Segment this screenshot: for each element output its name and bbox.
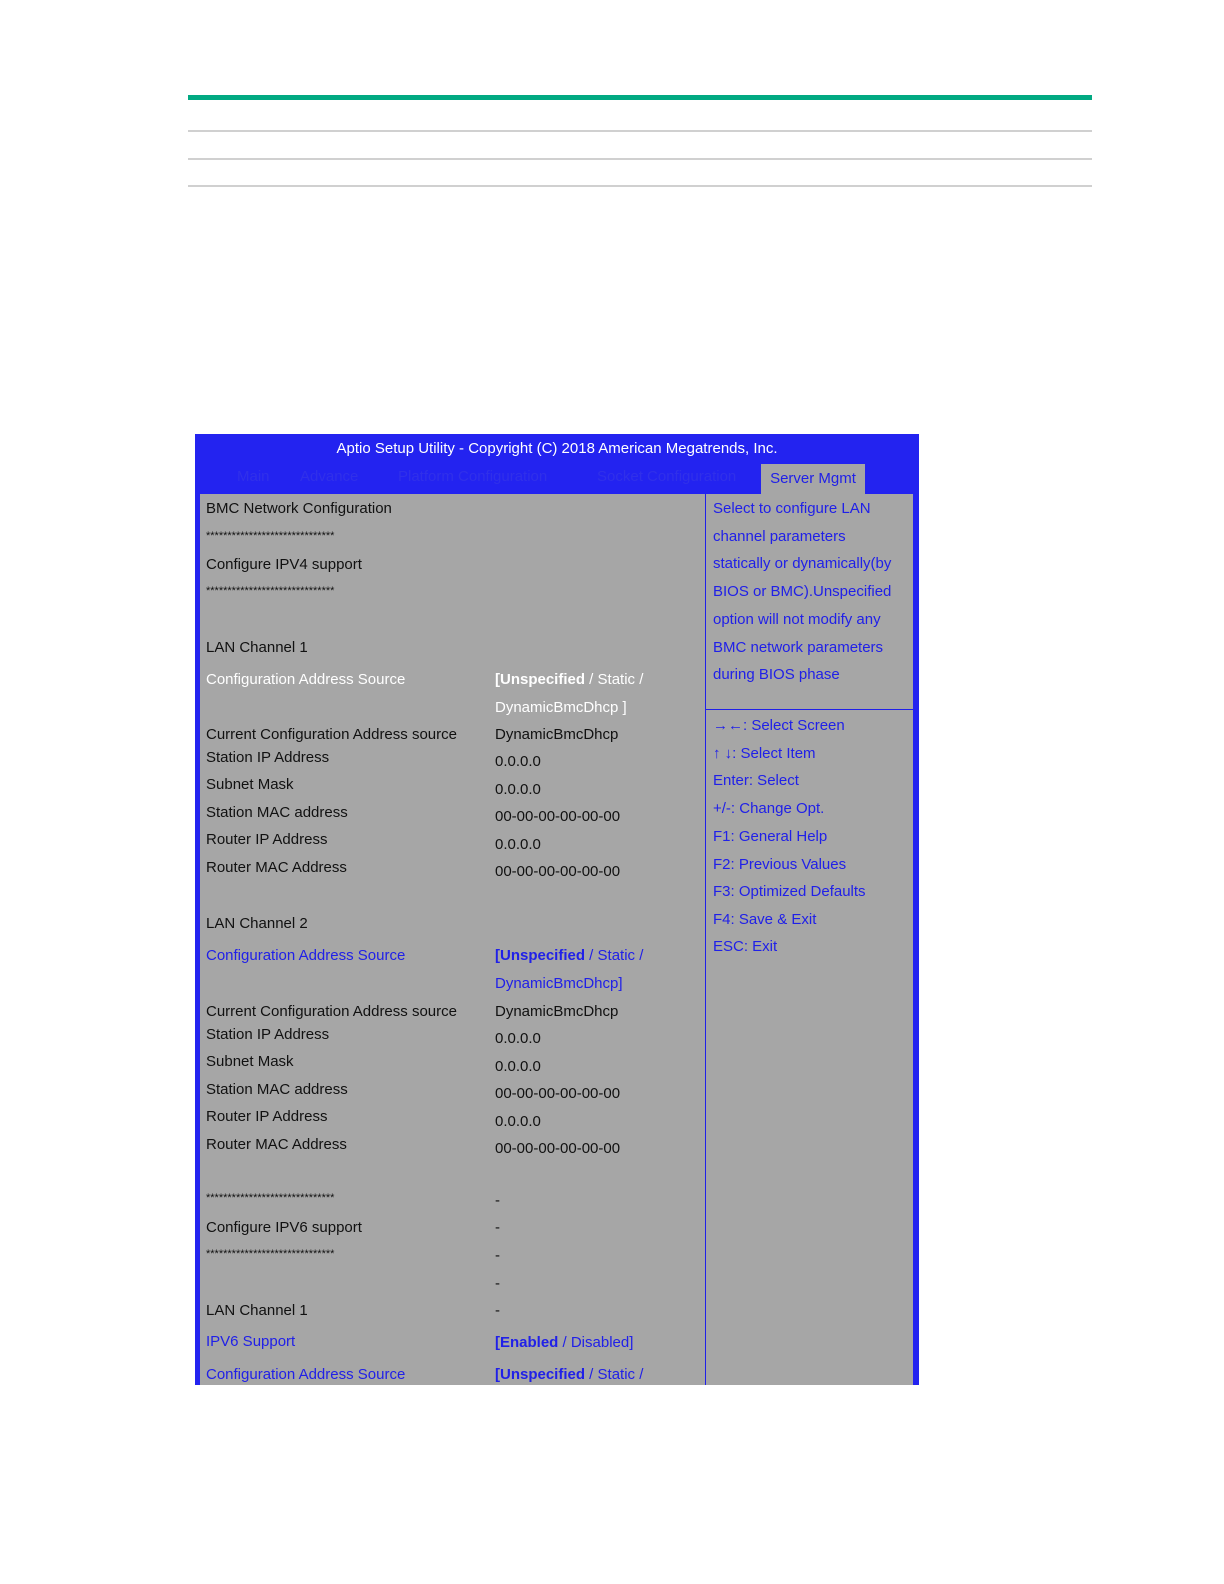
help-text-line: statically or dynamically(by [713, 555, 892, 572]
option-rest: / Static / [585, 671, 644, 688]
lan1-current-source-value: DynamicBmcDhcp [495, 726, 619, 743]
lan1-station-ip-value: 0.0.0.0 [495, 753, 541, 770]
key-hint-enter: Enter: Select [713, 772, 799, 789]
header-rule [188, 158, 1092, 160]
lan1-router-mac-value: 00-00-00-00-00-00 [495, 863, 621, 880]
lan1-station-mac-label: Station MAC address [206, 804, 348, 821]
lan1-station-ip-label: Station IP Address [206, 749, 330, 766]
ipv6-section-heading: Configure IPV6 support [206, 1219, 362, 1236]
selected-option: [Unspecified [495, 947, 586, 964]
header-rule [188, 130, 1092, 132]
lan1-router-ip-label: Router IP Address [206, 831, 328, 848]
lan1-router-mac-label: Router MAC Address [206, 859, 347, 876]
help-separator [706, 709, 913, 710]
help-text-line: Select to configure LAN [713, 500, 871, 517]
bios-setup-window [195, 434, 919, 1385]
lan2-station-ip-value: 0.0.0.0 [495, 1030, 541, 1047]
key-hint-select-item: ↑ ↓: Select Item [713, 745, 816, 762]
window-title: Aptio Setup Utility - Copyright (C) 2018 American Megatrends, Inc. [336, 440, 778, 457]
lan2-router-mac-label: Router MAC Address [206, 1136, 347, 1153]
lan2-config-address-source-value[interactable] [495, 947, 643, 964]
ipv6-support-value[interactable] [495, 1334, 633, 1351]
key-hint-previous-values: F2: Previous Values [713, 856, 847, 873]
help-panel [706, 494, 913, 1385]
ipv4-section-heading: Configure IPV4 support [206, 556, 362, 573]
dash-value: - [495, 1302, 500, 1319]
lan1-subnet-label: Subnet Mask [206, 776, 294, 793]
lan1-current-source-label: Current Configuration Address source [206, 726, 457, 743]
separator-stars: ****************************** [206, 1192, 335, 1204]
key-hint-general-help: F1: General Help [713, 828, 828, 845]
lan1-config-address-source-value-cont[interactable]: DynamicBmcDhcp ] [495, 699, 627, 716]
help-text-line: option will not modify any [713, 611, 881, 628]
page-title: BMC Network Configuration [206, 500, 392, 517]
lan1-router-ip-value: 0.0.0.0 [495, 836, 541, 853]
lan2-router-ip-label: Router IP Address [206, 1108, 328, 1125]
tab-server-mgmt[interactable]: Server Mgmt [761, 464, 865, 494]
help-text-line: BIOS or BMC).Unspecified [713, 583, 892, 600]
tab-advance[interactable]: Advance [300, 468, 359, 485]
option-rest: / Static / [585, 947, 644, 964]
lan-channel-1-heading: LAN Channel 1 [206, 639, 308, 656]
lan1-config-address-source-label[interactable]: Configuration Address Source [206, 671, 406, 688]
settings-panel [200, 494, 705, 1385]
tab-socket-configuration[interactable]: Socket Configuration [597, 468, 737, 485]
lan1-station-mac-value: 00-00-00-00-00-00 [495, 808, 621, 825]
selected-option: [Unspecified [495, 671, 586, 688]
ipv6-config-address-source-label[interactable]: Configuration Address Source [206, 1366, 406, 1383]
tab-main[interactable]: Main [237, 468, 270, 485]
key-hint-select-screen: →←: Select Screen [713, 717, 845, 734]
ipv6-config-address-source-value[interactable] [495, 1366, 643, 1383]
selected-option: [Enabled [495, 1334, 559, 1351]
dash-value: - [495, 1219, 500, 1236]
help-text-line: channel parameters [713, 528, 846, 545]
lan2-current-source-label: Current Configuration Address source [206, 1003, 457, 1020]
lan2-subnet-label: Subnet Mask [206, 1053, 294, 1070]
selected-option: [Unspecified [495, 1366, 586, 1383]
lan2-station-mac-value: 00-00-00-00-00-00 [495, 1085, 621, 1102]
ipv6-lan-channel-1-heading: LAN Channel 1 [206, 1302, 308, 1319]
lan1-config-address-source-value[interactable] [495, 671, 643, 688]
lan-channel-2-heading: LAN Channel 2 [206, 915, 308, 932]
dash-value: - [495, 1192, 500, 1209]
lan2-router-ip-value: 0.0.0.0 [495, 1113, 541, 1130]
dash-value: - [495, 1247, 500, 1264]
option-rest: / Static / [585, 1366, 644, 1383]
lan2-subnet-value: 0.0.0.0 [495, 1058, 541, 1075]
key-hint-optimized-defaults: F3: Optimized Defaults [713, 883, 866, 900]
header-accent-rule [188, 95, 1092, 100]
lan2-station-ip-label: Station IP Address [206, 1026, 330, 1043]
help-text-line: during BIOS phase [713, 666, 840, 683]
header-rule [188, 185, 1092, 187]
help-text-line: BMC network parameters [713, 639, 884, 656]
lan2-current-source-value: DynamicBmcDhcp [495, 1003, 619, 1020]
option-rest: / Disabled] [558, 1334, 634, 1351]
key-hint-save-exit: F4: Save & Exit [713, 911, 817, 928]
lan2-router-mac-value: 00-00-00-00-00-00 [495, 1140, 621, 1157]
lan2-config-address-source-label[interactable]: Configuration Address Source [206, 947, 406, 964]
separator-stars: ****************************** [206, 585, 335, 597]
lan2-station-mac-label: Station MAC address [206, 1081, 348, 1098]
dash-value: - [495, 1275, 500, 1292]
tab-platform-configuration[interactable]: Platform Configuration [398, 468, 548, 485]
separator-stars: ****************************** [206, 530, 335, 542]
ipv6-support-label[interactable]: IPV6 Support [206, 1333, 296, 1350]
key-hint-exit: ESC: Exit [713, 938, 778, 955]
separator-stars: ****************************** [206, 1248, 335, 1260]
lan1-subnet-value: 0.0.0.0 [495, 781, 541, 798]
lan2-config-address-source-value-cont[interactable]: DynamicBmcDhcp] [495, 975, 623, 992]
key-hint-change-opt: +/-: Change Opt. [713, 800, 825, 817]
